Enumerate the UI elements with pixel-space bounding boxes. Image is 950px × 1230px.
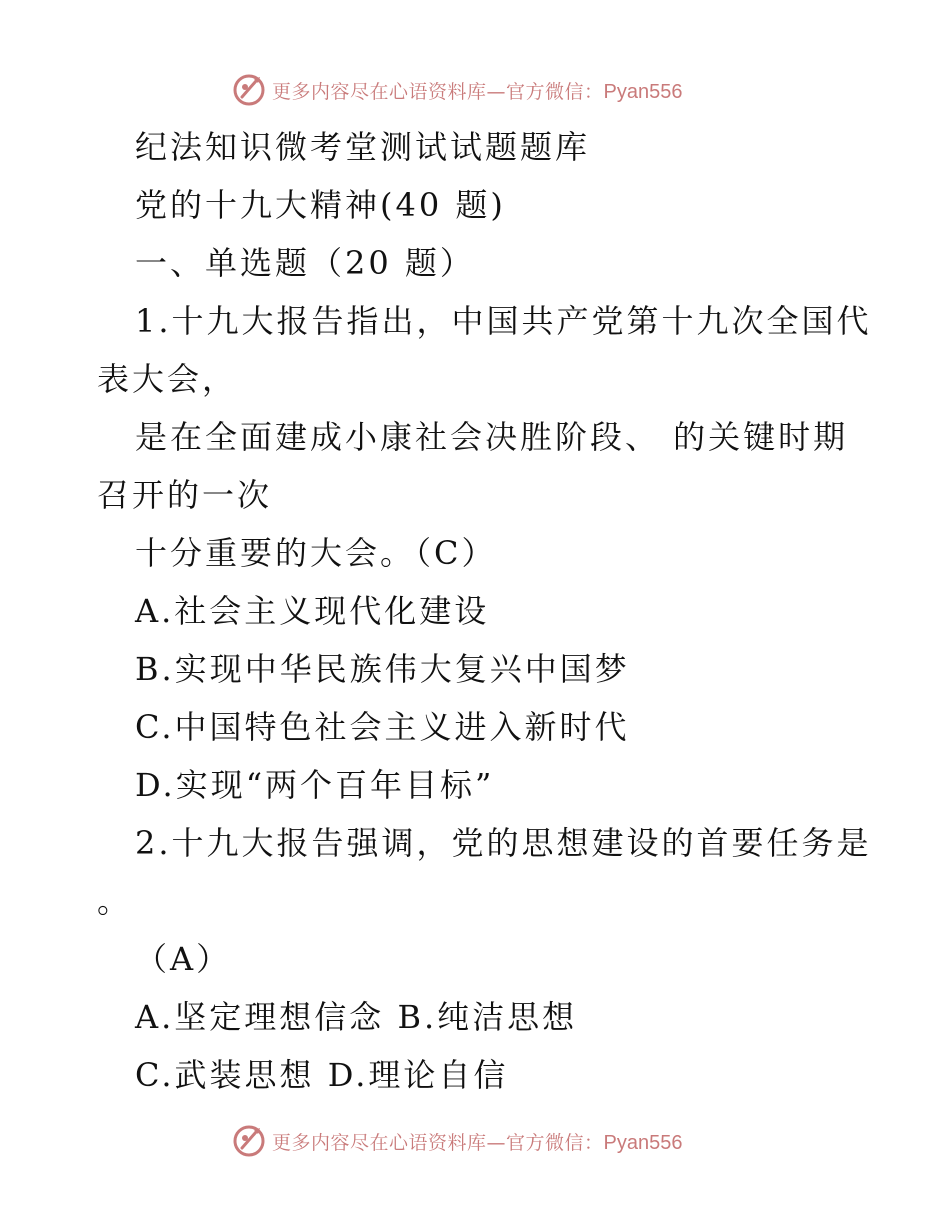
footer-watermark [232, 1121, 682, 1161]
section-title: 党的十九大精神(40 题) [135, 186, 506, 224]
question-1-option-b: B.实现中华民族伟大复兴中国梦 [135, 650, 630, 688]
watermark-logo-icon [232, 1124, 266, 1158]
subsection-title: 一、单选题（20 题） [135, 244, 475, 282]
question-1-option-c: C.中国特色社会主义进入新时代 [135, 708, 630, 746]
question-2-text-cont: 。 [97, 882, 133, 920]
watermark-text: 更多内容尽在心语资料库—官方微信： [272, 80, 604, 103]
question-2-answer: （A） [135, 940, 232, 978]
question-1-text: 1.十九大报告指出，中国共产党第十九次全国代 [135, 302, 872, 340]
question-1-text-cont: 表大会， [97, 360, 238, 398]
watermark-text: 更多内容尽在心语资料库—官方微信： [272, 1131, 604, 1154]
question-2-text: 2.十九大报告强调，党的思想建设的首要任务是 [135, 824, 872, 862]
header-watermark [232, 70, 682, 110]
watermark-logo-icon [232, 73, 266, 107]
watermark-wechat-id: Pyan556 [603, 80, 683, 103]
watermark-wechat-id: Pyan556 [603, 1131, 683, 1154]
doc-title: 纪法知识微考堂测试试题题库 [135, 128, 591, 166]
question-1-option-a: A.社会主义现代化建设 [135, 592, 490, 630]
question-1-text-line2: 是在全面建成小康社会决胜阶段、 的关键时期 [135, 418, 849, 456]
question-1-option-d: D.实现“两个百年目标” [135, 766, 495, 804]
question-2-options-cd: C.武装思想 D.理论自信 [135, 1056, 509, 1094]
question-2-options-ab: A.坚定理想信念 B.纯洁思想 [135, 998, 578, 1036]
question-1-text-line2-cont: 召开的一次 [97, 476, 273, 514]
question-1-answer: 十分重要的大会。（C） [135, 534, 497, 572]
